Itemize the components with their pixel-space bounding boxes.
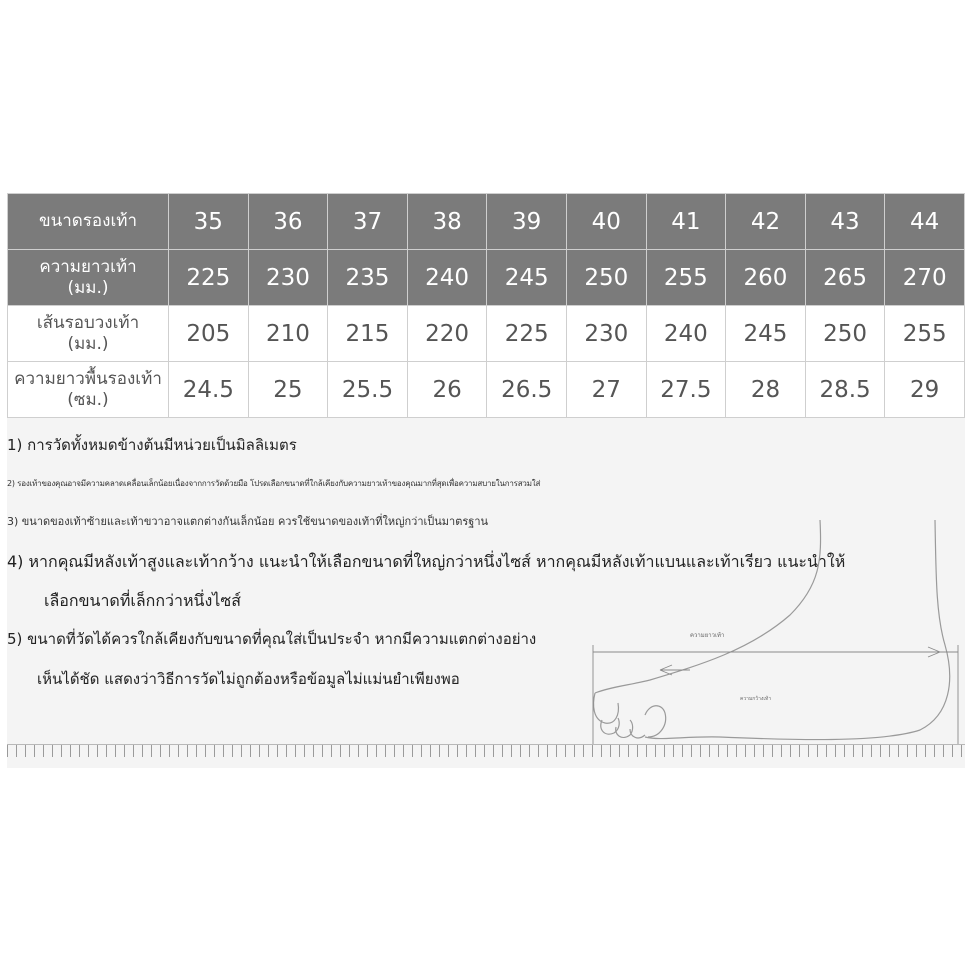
arrow-left (660, 665, 690, 675)
table-cell: 35 (169, 194, 249, 250)
note-1: 1) การวัดทั้งหมดข้างต้นมีหน่วยเป็นมิลลิเมตร (7, 436, 297, 454)
note-4-continued: เลือกขนาดที่เล็กกว่าหนึ่งไซส์ (44, 591, 241, 610)
table-cell: 230 (248, 250, 328, 306)
row-label-line: ความยาวเท้า (39, 256, 137, 277)
foot-measurement-diagram (590, 515, 965, 745)
table-cell: 245 (487, 250, 567, 306)
table-cell: 26 (407, 362, 487, 418)
length-label: ความยาวเท้า (690, 632, 725, 639)
row-label (8, 362, 169, 418)
note-5-continued: เห็นได้ชัด แสดงว่าวิธีการวัดไม่ถูกต้องหรือข้อมูลไม่แม่นยำเพียงพอ (37, 670, 460, 688)
table-cell: 225 (169, 250, 249, 306)
size-chart-table (7, 193, 965, 418)
table-cell: 265 (805, 250, 885, 306)
table-cell: 235 (328, 250, 408, 306)
table-cell: 24.5 (169, 362, 249, 418)
table-cell: 36 (248, 194, 328, 250)
table-cell: 37 (328, 194, 408, 250)
measuring-ruler (7, 744, 965, 767)
table-cell: 28 (726, 362, 806, 418)
note-4: 4) หากคุณมีหลังเท้าสูงและเท้ากว้าง แนะนำให้เลือกขนาดที่ใหญ่กว่าหนึ่งไซส์ หากคุณมีหลังเท้าแบนและเท้าเรียว แนะนำให้ (7, 552, 846, 571)
table-cell: 225 (487, 306, 567, 362)
table-cell: 215 (328, 306, 408, 362)
note-5: 5) ขนาดที่วัดได้ควรใกล้เคียงกับขนาดที่คุณใส่เป็นประจำ หากมีความแตกต่างอย่าง (7, 630, 537, 648)
table-row (8, 250, 965, 306)
table-cell: 260 (726, 250, 806, 306)
row-label-line: ขนาดรองเท้า (38, 211, 138, 231)
foot-outline-instep (595, 520, 821, 693)
note-3: 3) ขนาดของเท้าซ้ายและเท้าขวาอาจแตกต่างกันเล็กน้อย ควรใช้ขนาดของเท้าที่ใหญ่กว่าเป็นมาตรฐาน (7, 515, 489, 528)
table-cell: 39 (487, 194, 567, 250)
row-label-line: (มม.) (67, 333, 109, 354)
table-row (8, 362, 965, 418)
table-cell: 44 (885, 194, 965, 250)
toe-5 (645, 706, 666, 737)
note-2: 2) รองเท้าของคุณอาจมีความคลาดเคลื่อนเล็กน้อยเนื่องจากการวัดด้วยมือ โปรดเลือกขนาดที่ใกล้เคียงกับความยาวเท้าของคุณมากที่สุดเพื่อความสบายในการสวมใส่ (7, 479, 541, 488)
table-row (8, 194, 965, 250)
table-cell: 240 (646, 306, 726, 362)
table-cell: 270 (885, 250, 965, 306)
table-cell: 27 (566, 362, 646, 418)
row-label-line: เส้นรอบวงเท้า (36, 312, 140, 333)
table-cell: 220 (407, 306, 487, 362)
row-label (8, 306, 169, 362)
table-cell: 43 (805, 194, 885, 250)
row-label-line: (ซม.) (67, 389, 109, 410)
table-cell: 38 (407, 194, 487, 250)
table-cell: 27.5 (646, 362, 726, 418)
width-label: ความกว้างเท้า (740, 696, 772, 702)
table-cell: 245 (726, 306, 806, 362)
table-cell: 41 (646, 194, 726, 250)
table-cell: 240 (407, 250, 487, 306)
table-cell: 250 (805, 306, 885, 362)
table-cell: 26.5 (487, 362, 567, 418)
table-cell: 255 (646, 250, 726, 306)
table-cell: 28.5 (805, 362, 885, 418)
table-row (8, 306, 965, 362)
table-cell: 29 (885, 362, 965, 418)
row-label-line: ความยาวพื้นรองเท้า (14, 368, 162, 389)
table-cell: 25 (248, 362, 328, 418)
table-cell: 42 (726, 194, 806, 250)
table-cell: 250 (566, 250, 646, 306)
toe-1 (594, 693, 619, 723)
row-label (8, 250, 169, 306)
table-cell: 230 (566, 306, 646, 362)
table-cell: 40 (566, 194, 646, 250)
table-cell: 25.5 (328, 362, 408, 418)
table-cell: 205 (169, 306, 249, 362)
row-label-line: (มม.) (67, 277, 109, 298)
table-cell: 210 (248, 306, 328, 362)
row-label (8, 194, 169, 250)
table-cell: 255 (885, 306, 965, 362)
foot-outline-heel (645, 520, 950, 740)
